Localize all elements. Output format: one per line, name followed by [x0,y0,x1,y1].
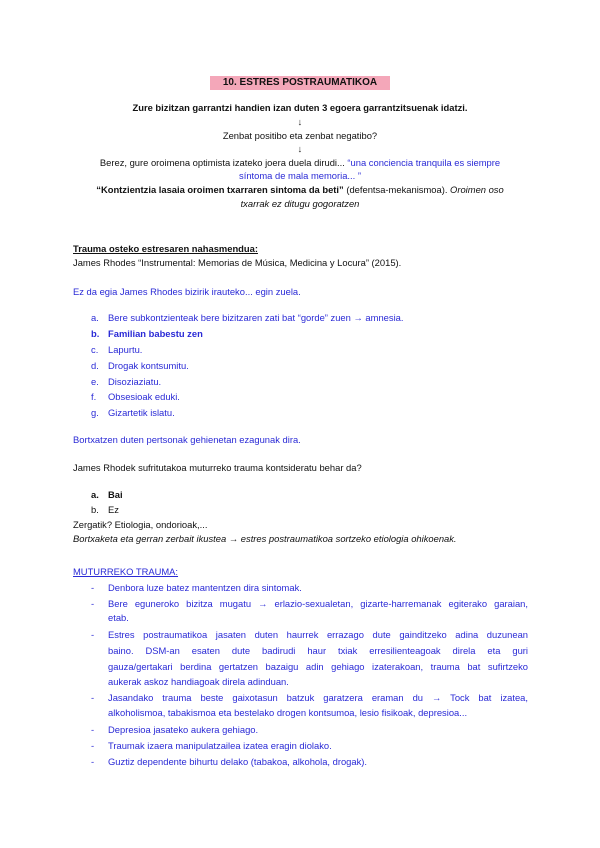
list-item: Obsesioak eduki. [108,391,180,402]
list-item-continuation: aukerak askoz handiagoak direla adinduan. [108,676,289,687]
intro-question: Zenbat positibo eta zenbat negatibo? [222,130,378,141]
survival-question: Ez da egia James Rhodes bizirik irauteko... egin zuela. [73,286,301,297]
list-item-continuation: etab. [108,612,129,623]
spanish-quote: “una conciencia tranquila es siempre [347,157,501,168]
bullet-dash: - [91,598,95,609]
bullet-dash: - [91,740,95,751]
list-marker: a. [91,489,99,500]
basque-quote [60,184,540,196]
list-item-continuation: gauza/gertakari berdina gertatzen bazaigu adin gehiago izaterakoan, trauma bat sufirtzeko [108,661,528,672]
intro-statement [60,157,540,169]
why-question: Zergatik? Etiologia, ondorioak,... [73,519,208,530]
down-arrow-icon: ↓ [297,143,303,154]
list-marker: b. [91,504,99,515]
list-item: Bere eguneroko bizitza mugatu → erlazio-sexualetan, gizarte-harremanak egiterako garaian, [108,598,528,609]
section-heading-extreme-trauma: MUTURREKO TRAUMA: [73,566,179,577]
bullet-dash: - [91,582,95,593]
list-item: Traumak izaera manipulatzailea izatea eragin diolako. [108,740,332,751]
list-marker: a. [91,312,99,323]
book-reference: James Rhodes “Instrumental: Memorias de Música, Medicina y Locura” (2015). [73,257,402,268]
section-heading-ptsd: Trauma osteko estresaren nahasmendua: [73,243,258,254]
list-marker: d. [91,360,99,371]
list-marker: e. [91,376,99,387]
note-known-abusers: Bortxatzen duten pertsonak gehienetan ezagunak dira. [73,434,301,445]
bullet-dash: - [91,692,95,703]
answer-yes: Bai [108,489,123,500]
why-answer: Bortxaketa eta gerran zerbait ikustea → estres postraumatikoa sortzeko etiologia ohikoenak. [73,533,457,544]
list-marker: g. [91,407,99,418]
list-item: Estres postraumatikoa jasaten duten haurrek errazago dute gainditzeko adina duzunean [108,629,528,640]
list-item: Bere subkontzienteak bere bizitzaren zati bat “gorde” zuen → amnesia. [108,312,404,323]
list-item: Drogak kontsumitu. [108,360,189,371]
list-item: Depresioa jasateko aukera gehiago. [108,724,259,735]
bullet-dash: - [91,629,95,640]
list-item: Jasandako trauma beste gaixotasun batzuk garatzera eraman du → Tock bat izatea, [108,692,528,703]
down-arrow-icon: ↓ [297,116,303,127]
intro-statement-text: Berez, gure oroimena optimista izateko joera duela dirudi... [99,157,345,168]
answer-no: Ez [108,504,119,515]
list-item-continuation: alkoholismoa, tabakismoa eta bestelako drogen kontsumoa, lesio fisikoak, depresioa... [108,707,468,718]
list-item: Guztiz dependente bihurtu delako (tabakoa, alkohola, drogak). [108,756,368,767]
list-item: Familian babestu zen [108,328,203,339]
memory-note-end: txarrak ez ditugu gogoratzen [240,198,360,209]
list-marker: c. [91,344,99,355]
page-title: 10. ESTRES POSTRAUMATIKOA [210,76,390,90]
bullet-dash: - [91,756,95,767]
list-marker: f. [91,391,97,402]
list-item-continuation: baino. DSM-an esaten dute badirudi haur txiak erresilienteagoak direla eta guri [108,645,528,656]
list-item: Denbora luze batez mantentzen dira sintomak. [108,582,302,593]
extreme-trauma-question: James Rhodek sufritutakoa muturreko trauma kontsideratu behar da? [73,462,362,473]
bullet-dash: - [91,724,95,735]
list-item: Gizartetik islatu. [108,407,175,418]
basque-quote-text: “Kontzientzia lasaia oroimen txarraren sintoma da beti” [96,184,344,195]
spanish-quote-end: síntoma de mala memoria... ” [239,170,361,181]
list-marker: b. [91,328,100,339]
memory-note: Oroimen oso [447,184,504,195]
intro-instruction: Zure bizitzan garrantzi handien izan duten 3 egoera garrantzitsuenak idatzi. [132,102,468,113]
defense-mechanism-note: (defentsa-mekanismoa). [343,184,448,195]
list-item: Disoziaziatu. [108,376,162,387]
list-item: Lapurtu. [108,344,143,355]
